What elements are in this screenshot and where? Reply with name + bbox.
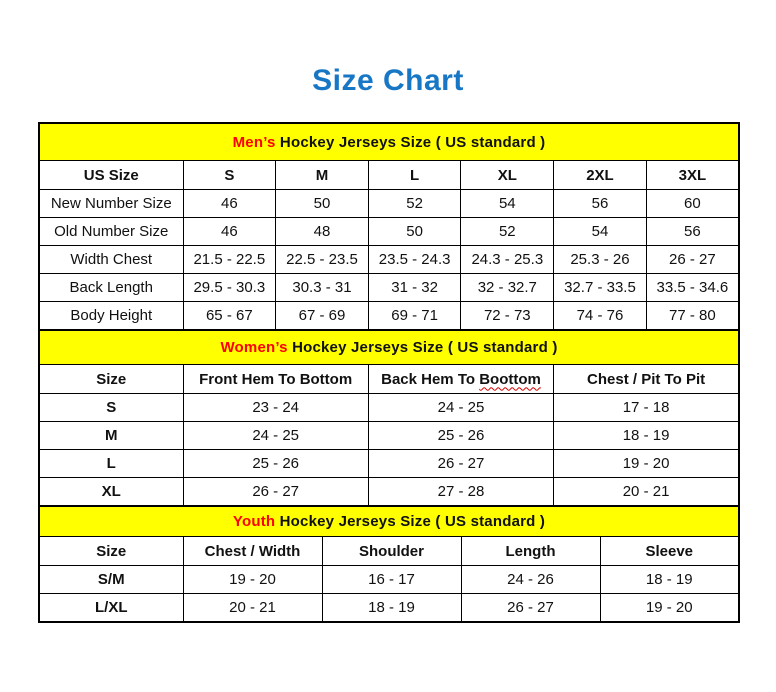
mens-size-table	[38, 122, 740, 331]
youth-data-row	[39, 594, 739, 623]
mens-value-cell: 32 - 32.7	[461, 274, 554, 302]
womens-value-cell: 17 - 18	[554, 394, 739, 422]
page-title: Size Chart	[312, 64, 464, 97]
youth-band-highlight: Youth	[232, 513, 276, 530]
mens-band-highlight: Men’s	[232, 133, 276, 151]
mens-value-cell: 21.5 - 22.5	[183, 246, 276, 274]
womens-data-row	[39, 478, 739, 507]
womens-value-cell: 24 - 25	[183, 422, 368, 450]
mens-value-cell: 77 - 80	[646, 302, 739, 331]
youth-size-table	[38, 505, 740, 623]
mens-value-cell: 56	[646, 218, 739, 246]
youth-data-row	[39, 566, 739, 594]
size-tables-container	[38, 122, 740, 623]
youth-row-label: L/XL	[39, 594, 183, 623]
mens-value-cell: 25.3 - 26	[554, 246, 647, 274]
womens-value-cell: 25 - 26	[183, 450, 368, 478]
womens-band-highlight: Women’s	[220, 339, 288, 356]
mens-value-cell: 32.7 - 33.5	[554, 274, 647, 302]
youth-value-cell: 19 - 20	[600, 594, 739, 623]
mens-header-row	[39, 161, 739, 190]
mens-header-cell: 2XL	[554, 161, 647, 190]
youth-header-cell: Chest / Width	[183, 537, 322, 566]
womens-value-cell: 26 - 27	[183, 478, 368, 507]
womens-value-cell: 26 - 27	[368, 450, 553, 478]
mens-value-cell: 56	[554, 190, 647, 218]
womens-data-row	[39, 422, 739, 450]
womens-header-row	[39, 365, 739, 394]
mens-value-cell: 72 - 73	[461, 302, 554, 331]
womens-size-table	[38, 329, 740, 507]
youth-header-row	[39, 537, 739, 566]
mens-value-cell: 50	[276, 190, 369, 218]
mens-row-label: New Number Size	[39, 190, 183, 218]
youth-value-cell: 16 - 17	[322, 566, 461, 594]
mens-section-band-cell	[39, 123, 739, 161]
mens-value-cell: 52	[461, 218, 554, 246]
womens-data-row	[39, 450, 739, 478]
youth-section-band	[39, 506, 739, 537]
mens-value-cell: 29.5 - 30.3	[183, 274, 276, 302]
womens-section-band-cell	[39, 330, 739, 365]
mens-value-cell: 26 - 27	[646, 246, 739, 274]
mens-value-cell: 24.3 - 25.3	[461, 246, 554, 274]
mens-header-cell: M	[276, 161, 369, 190]
womens-band-text: Hockey Jerseys Size ( US standard )	[287, 339, 558, 356]
mens-header-cell: L	[368, 161, 461, 190]
youth-value-cell: 26 - 27	[461, 594, 600, 623]
womens-value-cell: 24 - 25	[368, 394, 553, 422]
mens-header-cell: XL	[461, 161, 554, 190]
womens-value-cell: 20 - 21	[554, 478, 739, 507]
womens-row-label: S	[39, 394, 183, 422]
mens-data-row	[39, 218, 739, 246]
mens-data-row	[39, 190, 739, 218]
mens-value-cell: 67 - 69	[276, 302, 369, 331]
mens-section-band	[39, 123, 739, 161]
youth-band-text: Hockey Jerseys Size ( US standard )	[275, 513, 546, 530]
mens-band-text: Hockey Jerseys Size ( US standard )	[275, 133, 546, 151]
youth-header-cell: Shoulder	[322, 537, 461, 566]
womens-data-row	[39, 394, 739, 422]
youth-row-label: S/M	[39, 566, 183, 594]
mens-value-cell: 31 - 32	[368, 274, 461, 302]
mens-value-cell: 60	[646, 190, 739, 218]
mens-header-cell: S	[183, 161, 276, 190]
mens-value-cell: 30.3 - 31	[276, 274, 369, 302]
womens-section-band	[39, 330, 739, 365]
youth-value-cell: 20 - 21	[183, 594, 322, 623]
youth-section-band-cell	[39, 506, 739, 537]
womens-value-cell: 23 - 24	[183, 394, 368, 422]
mens-row-label: Body Height	[39, 302, 183, 331]
mens-data-row	[39, 274, 739, 302]
mens-value-cell: 23.5 - 24.3	[368, 246, 461, 274]
youth-value-cell: 19 - 20	[183, 566, 322, 594]
mens-value-cell: 33.5 - 34.6	[646, 274, 739, 302]
mens-value-cell: 22.5 - 23.5	[276, 246, 369, 274]
womens-value-cell: 18 - 19	[554, 422, 739, 450]
mens-header-cell: US Size	[39, 161, 183, 190]
youth-header-cell: Size	[39, 537, 183, 566]
mens-row-label: Back Length	[39, 274, 183, 302]
mens-value-cell: 48	[276, 218, 369, 246]
youth-value-cell: 24 - 26	[461, 566, 600, 594]
womens-header-cell	[368, 365, 553, 394]
womens-header-cell: Front Hem To Bottom	[183, 365, 368, 394]
womens-value-cell: 19 - 20	[554, 450, 739, 478]
youth-header-cell: Length	[461, 537, 600, 566]
womens-row-label: M	[39, 422, 183, 450]
womens-header-text: Back Hem To	[381, 370, 480, 388]
mens-value-cell: 46	[183, 190, 276, 218]
womens-header-cell: Chest / Pit To Pit	[554, 365, 739, 394]
mens-value-cell: 50	[368, 218, 461, 246]
mens-value-cell: 65 - 67	[183, 302, 276, 331]
mens-row-label: Old Number Size	[39, 218, 183, 246]
womens-header-cell: Size	[39, 365, 183, 394]
mens-value-cell: 46	[183, 218, 276, 246]
mens-row-label: Width Chest	[39, 246, 183, 274]
womens-value-cell: 27 - 28	[368, 478, 553, 507]
youth-value-cell: 18 - 19	[322, 594, 461, 623]
mens-value-cell: 74 - 76	[554, 302, 647, 331]
mens-header-cell: 3XL	[646, 161, 739, 190]
mens-data-row	[39, 246, 739, 274]
womens-row-label: XL	[39, 478, 183, 507]
mens-data-row	[39, 302, 739, 331]
mens-value-cell: 54	[461, 190, 554, 218]
youth-value-cell: 18 - 19	[600, 566, 739, 594]
youth-header-cell: Sleeve	[600, 537, 739, 566]
womens-value-cell: 25 - 26	[368, 422, 553, 450]
mens-value-cell: 52	[368, 190, 461, 218]
mens-value-cell: 69 - 71	[368, 302, 461, 331]
womens-row-label: L	[39, 450, 183, 478]
womens-header-misspelled-word: Boottom	[479, 370, 541, 388]
mens-value-cell: 54	[554, 218, 647, 246]
